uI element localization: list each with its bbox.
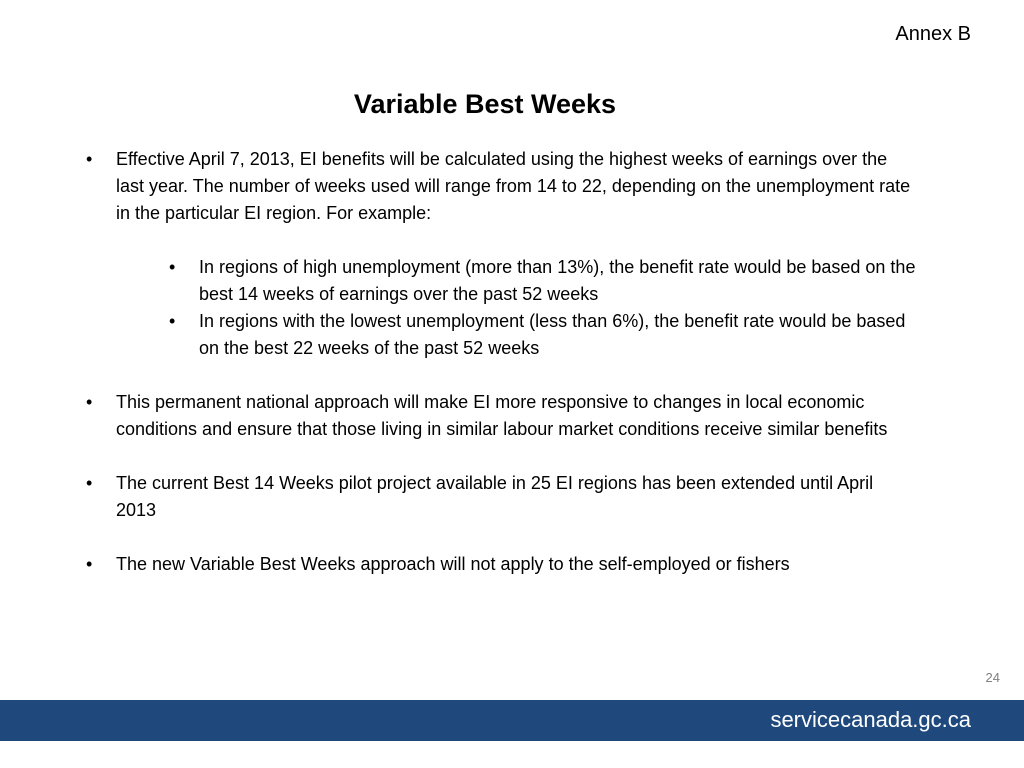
bullet-dot-icon: • bbox=[86, 554, 93, 574]
annex-label: Annex B bbox=[895, 23, 971, 45]
bullet-text: The current Best 14 Weeks pilot project available in 25 EI regions has been extended until April 2013 bbox=[116, 473, 874, 520]
bullet-text: This permanent national approach will make EI more responsive to changes in local economic conditions and ensure that those living in similar labour market conditions receive similar benefits bbox=[116, 392, 888, 439]
page-number: 24 bbox=[985, 670, 1000, 685]
bullet-dot-icon: • bbox=[169, 257, 176, 277]
sub-bullet-item bbox=[86, 254, 916, 308]
slide-title: Variable Best Weeks bbox=[353, 89, 617, 119]
bullet-dot-icon: • bbox=[86, 473, 93, 493]
slide-content bbox=[86, 146, 916, 578]
bullet-item bbox=[86, 470, 916, 524]
bullet-dot-icon: • bbox=[86, 149, 93, 169]
footer-url: servicecanada.gc.ca bbox=[770, 707, 971, 732]
bullet-text: Effective April 7, 2013, EI benefits will be calculated using the highest weeks of earnings over the last year. The number of weeks used will range from 14 to 22, depending on the unemployment rate in the particular EI region. For example: bbox=[116, 149, 911, 223]
footer-bar bbox=[0, 700, 1024, 741]
bullet-item bbox=[86, 389, 916, 443]
bullet-item bbox=[86, 551, 916, 578]
sub-bullet-text: In regions of high unemployment (more than 13%), the benefit rate would be based on the best 14 weeks of earnings over the past 52 weeks bbox=[199, 257, 916, 304]
bullet-dot-icon: • bbox=[86, 392, 93, 412]
bullet-dot-icon: • bbox=[169, 311, 176, 331]
sub-bullet-text: In regions with the lowest unemployment (less than 6%), the benefit rate would be based on the best 22 weeks of the past 52 weeks bbox=[199, 311, 906, 358]
bullet-item bbox=[86, 146, 916, 227]
sub-bullet-item bbox=[86, 308, 916, 362]
bullet-text: The new Variable Best Weeks approach will not apply to the self-employed or fishers bbox=[116, 554, 790, 574]
